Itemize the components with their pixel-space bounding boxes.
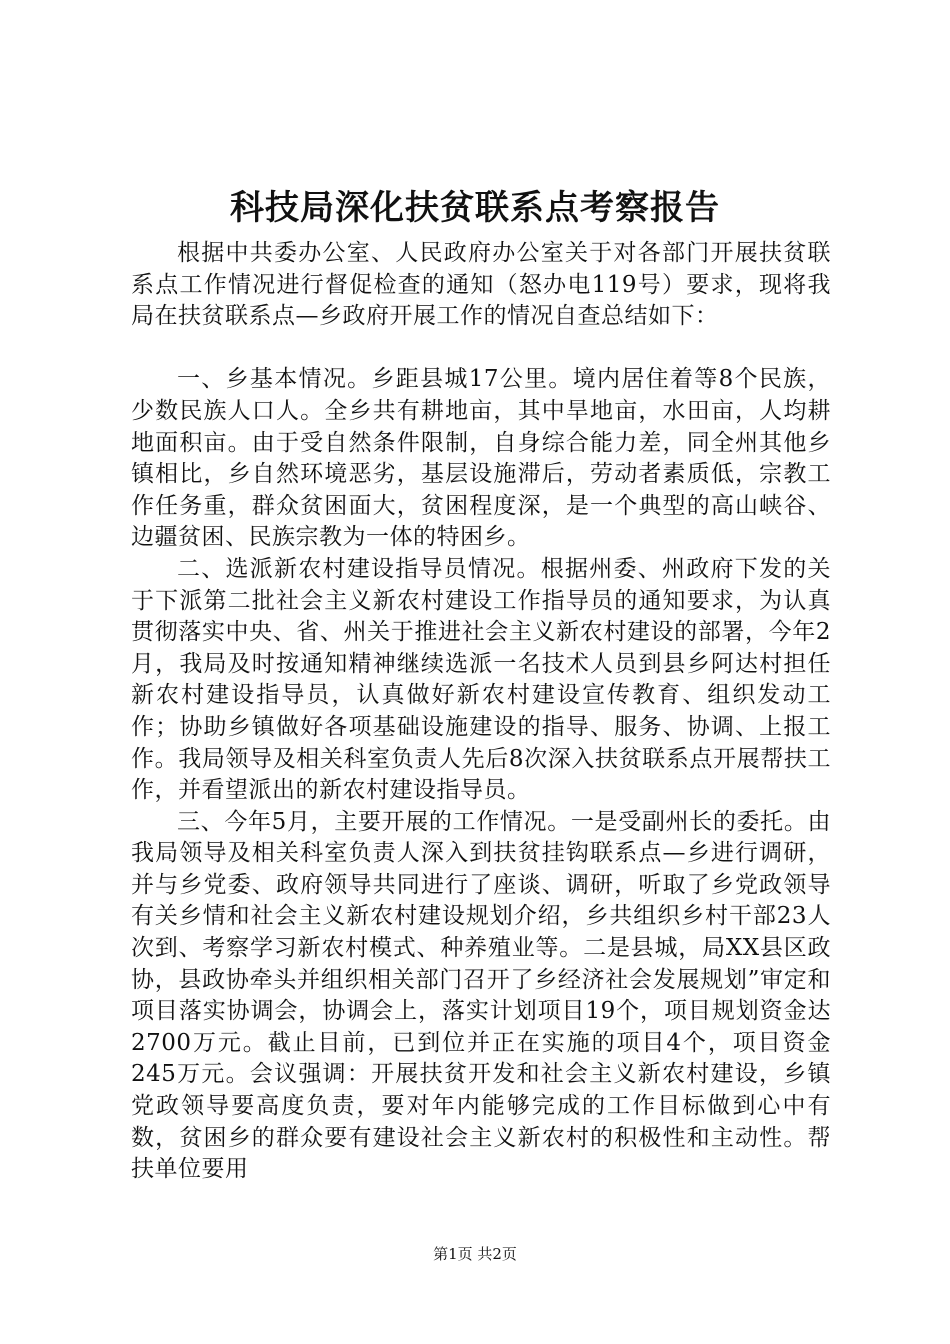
document-body [131, 238, 831, 1186]
paragraph-section-2: 二、选派新农村建设指导员情况。根据州委、州政府下发的关于下派第二批社会主义新农村建设工作指导员的通知要求，为认真贯彻落实中央、省、州关于推进社会主义新农村建设的部署，今年2月，我局及时按通知精神继续选派一名技术人员到县乡阿达村担任新农村建设指导员，认真做好新农村建设宣传教育、组织发动工作；协助乡镇做好各项基础设施建设的指导、服务、协调、上报工作。我局领导及相关科室负责人先后8次深入扶贫联系点开展帮扶工作，并看望派出的新农村建设指导员。 [131, 555, 831, 804]
paragraph-section-1: 一、乡基本情况。乡距县城17公里。境内居住着等8个民族，少数民族人口人。全乡共有耕地亩，其中旱地亩，水田亩，人均耕地面积亩。由于受自然条件限制，自身综合能力差，同全州其他乡镇相比，乡自然环境恶劣，基层设施滞后，劳动者素质低，宗教工作任务重，群众贫困面大，贫困程度深，是一个典型的高山峡谷、边疆贫困、民族宗教为一体的特困乡。 [131, 366, 831, 551]
paragraph-section-3: 三、今年5月，主要开展的工作情况。一是受副州长的委托。由我局领导及相关科室负责人深入到扶贫挂钩联系点—乡进行调研，并与乡党委、政府领导共同进行了座谈、调研，听取了乡党政领导有关乡情和社会主义新农村建设规划介绍，乡共组织乡村干部23人次到、考察学习新农村模式、种养殖业等。二是县城，局XX县区政协，县政协牵头并组织相关部门召开了乡经济社会发展规划”审定和项目落实协调会，协调会上，落实计划项目19个，项目规划资金达2700万元。截止目前，已到位并正在实施的项目4个，项目资金245万元。会议强调：开展扶贫开发和社会主义新农村建设，乡镇党政领导要高度负责，要对年内能够完成的工作目标做到心中有数，贫困乡的群众要有建设社会主义新农村的积极性和主动性。帮扶单位要用 [131, 808, 831, 1183]
page-footer: 第1页 共2页 [433, 1245, 517, 1263]
paragraph-intro: 根据中共委办公室、人民政府办公室关于对各部门开展扶贫联系点工作情况进行督促检查的通知（怒办电119号）要求，现将我局在扶贫联系点—乡政府开展工作的情况自查总结如下： [131, 240, 831, 330]
document-title: 科技局深化扶贫联系点考察报告 [230, 188, 720, 228]
